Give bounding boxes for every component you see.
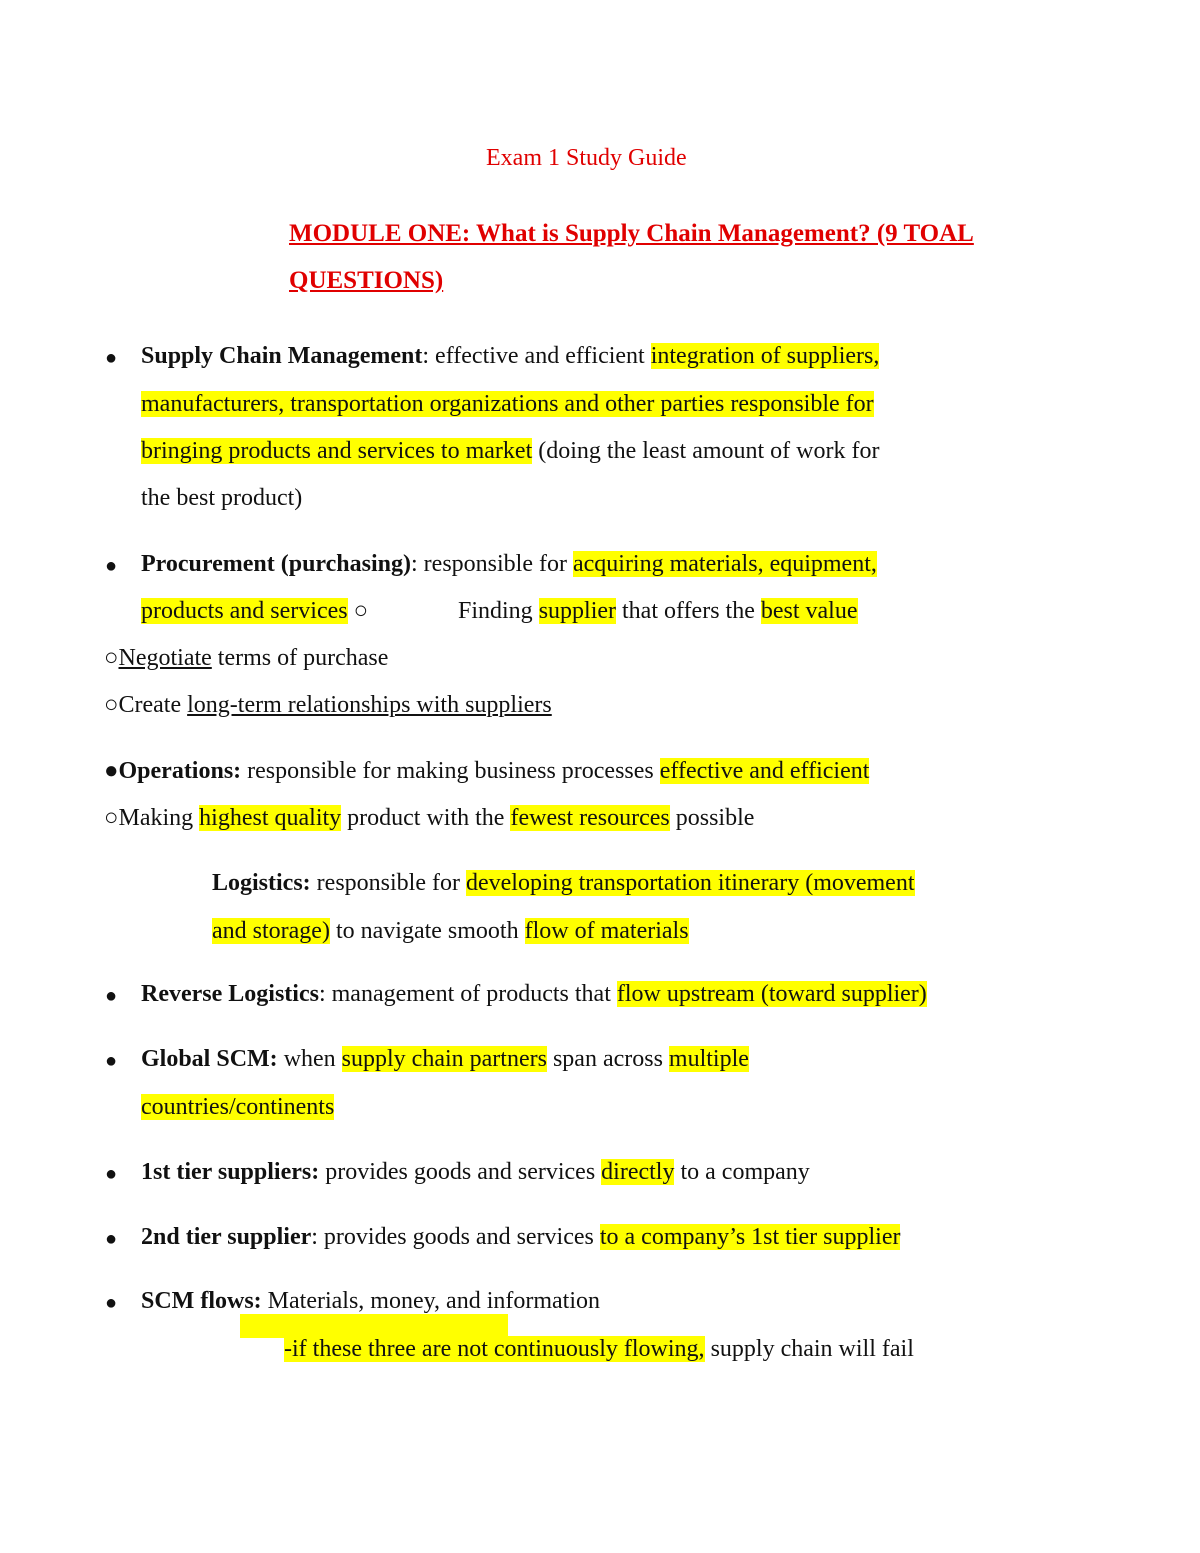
circle-marker: ○ xyxy=(104,692,119,718)
scm-definition-line1 xyxy=(141,341,879,371)
flow-highlight: flow of materials xyxy=(524,918,689,944)
scm-highlight-1: integration of suppliers, xyxy=(650,343,880,369)
operations-line2 xyxy=(104,803,754,833)
logistics-highlight-1: developing transportation itinerary (movement xyxy=(465,870,915,896)
best-value-highlight: best value xyxy=(760,598,858,624)
bullet-icon: ● xyxy=(105,1163,118,1185)
scm-definition-line4: the best product) xyxy=(141,485,303,511)
procurement-line2b xyxy=(458,596,858,626)
flows-term: SCM flows: xyxy=(141,1288,262,1314)
circle-marker: ○ xyxy=(347,598,369,624)
flows-line1 xyxy=(141,1286,600,1316)
tier1-end: to a company xyxy=(674,1159,810,1185)
product-text: product with the xyxy=(341,805,511,831)
tier2-line xyxy=(141,1222,900,1252)
making-text: Making xyxy=(118,805,200,831)
tier1-text: provides goods and services xyxy=(319,1159,602,1185)
negotiate-line xyxy=(104,643,388,673)
procurement-term: Procurement (purchasing) xyxy=(141,551,411,577)
flows-line2 xyxy=(284,1334,914,1364)
module-heading-line1: MODULE ONE: What is Supply Chain Management? (9 TOAL xyxy=(289,220,974,247)
create-text: Create xyxy=(118,692,188,718)
global-scm-line2 xyxy=(141,1092,334,1122)
logistics-line2 xyxy=(212,916,689,946)
procurement-line1 xyxy=(141,549,877,579)
logistics-line1 xyxy=(212,868,915,898)
operations-line1 xyxy=(104,756,869,786)
quality-highlight: highest quality xyxy=(199,805,342,831)
operations-text: responsible for making business processes xyxy=(241,758,660,784)
possible-text: possible xyxy=(669,805,755,831)
tier2-text: : provides goods and services xyxy=(311,1224,600,1250)
logistics-term: Logistics: xyxy=(212,870,311,896)
global-text: when xyxy=(277,1046,342,1072)
create-line xyxy=(104,690,552,720)
circle-marker: ○ xyxy=(104,805,119,831)
offers-text: that offers the xyxy=(616,598,761,624)
scm-term: Supply Chain Management xyxy=(141,343,423,369)
scm-definition-line3 xyxy=(141,436,879,466)
span-text: span across xyxy=(546,1046,669,1072)
operations-highlight: effective and efficient xyxy=(659,758,870,784)
tier1-line xyxy=(141,1157,810,1187)
tier1-term: 1st tier suppliers: xyxy=(141,1159,320,1185)
circle-marker: ○ xyxy=(104,645,119,671)
scm-highlight-2: manufacturers, transportation organizations and other parties responsible for xyxy=(141,391,874,417)
multiple-highlight: multiple xyxy=(668,1046,749,1072)
flows-highlight: -if these three are not continuously flowing, xyxy=(284,1336,705,1362)
bullet-icon: ● xyxy=(105,1050,118,1072)
reverse-term: Reverse Logistics xyxy=(141,981,319,1007)
negotiate-term: Negotiate xyxy=(118,645,212,671)
bullet-icon: ● xyxy=(105,1228,118,1250)
logistics-text: responsible for xyxy=(310,870,466,896)
negotiate-text: terms of purchase xyxy=(211,645,389,671)
bullet-icon: ● xyxy=(105,1292,118,1314)
directly-highlight: directly xyxy=(601,1159,675,1185)
global-scm-line1 xyxy=(141,1044,749,1074)
supplier-highlight: supplier xyxy=(538,598,617,624)
global-term: Global SCM: xyxy=(141,1046,278,1072)
logistics-highlight-2: and storage) xyxy=(212,918,330,944)
bullet-icon: ● xyxy=(105,347,118,369)
procurement-text: : responsible for xyxy=(411,551,573,577)
tier2-term: 2nd tier supplier xyxy=(141,1224,312,1250)
countries-highlight: countries/continents xyxy=(141,1094,335,1120)
reverse-highlight: flow upstream (toward supplier) xyxy=(616,981,927,1007)
scm-definition-line2 xyxy=(141,389,874,419)
module-heading-line2: QUESTIONS) xyxy=(289,267,444,294)
flows-fail-text: supply chain will fail xyxy=(704,1336,914,1362)
procurement-line2 xyxy=(141,596,368,626)
bullet-icon: ● xyxy=(105,985,118,1007)
procurement-highlight-2: products and services xyxy=(141,598,348,624)
procurement-highlight-1: acquiring materials, equipment, xyxy=(572,551,877,577)
reverse-logistics-line xyxy=(141,979,927,1009)
reverse-text: : management of products that xyxy=(318,981,617,1007)
operations-term: ●Operations: xyxy=(104,758,242,784)
page-title: Exam 1 Study Guide xyxy=(486,145,687,171)
tier2-highlight: to a company’s 1st tier supplier xyxy=(599,1224,901,1250)
scm-text-3: (doing the least amount of work for xyxy=(532,438,880,464)
bullet-icon: ● xyxy=(105,555,118,577)
finding-text: Finding xyxy=(458,598,539,624)
scm-highlight-3: bringing products and services to market xyxy=(141,438,533,464)
partners-highlight: supply chain partners xyxy=(341,1046,547,1072)
navigate-text: to navigate smooth xyxy=(329,918,525,944)
resources-highlight: fewest resources xyxy=(510,805,670,831)
flows-text: Materials, money, and information xyxy=(261,1288,601,1314)
create-underlined: long-term relationships with suppliers xyxy=(187,692,552,718)
scm-text: : effective and efficient xyxy=(422,343,651,369)
